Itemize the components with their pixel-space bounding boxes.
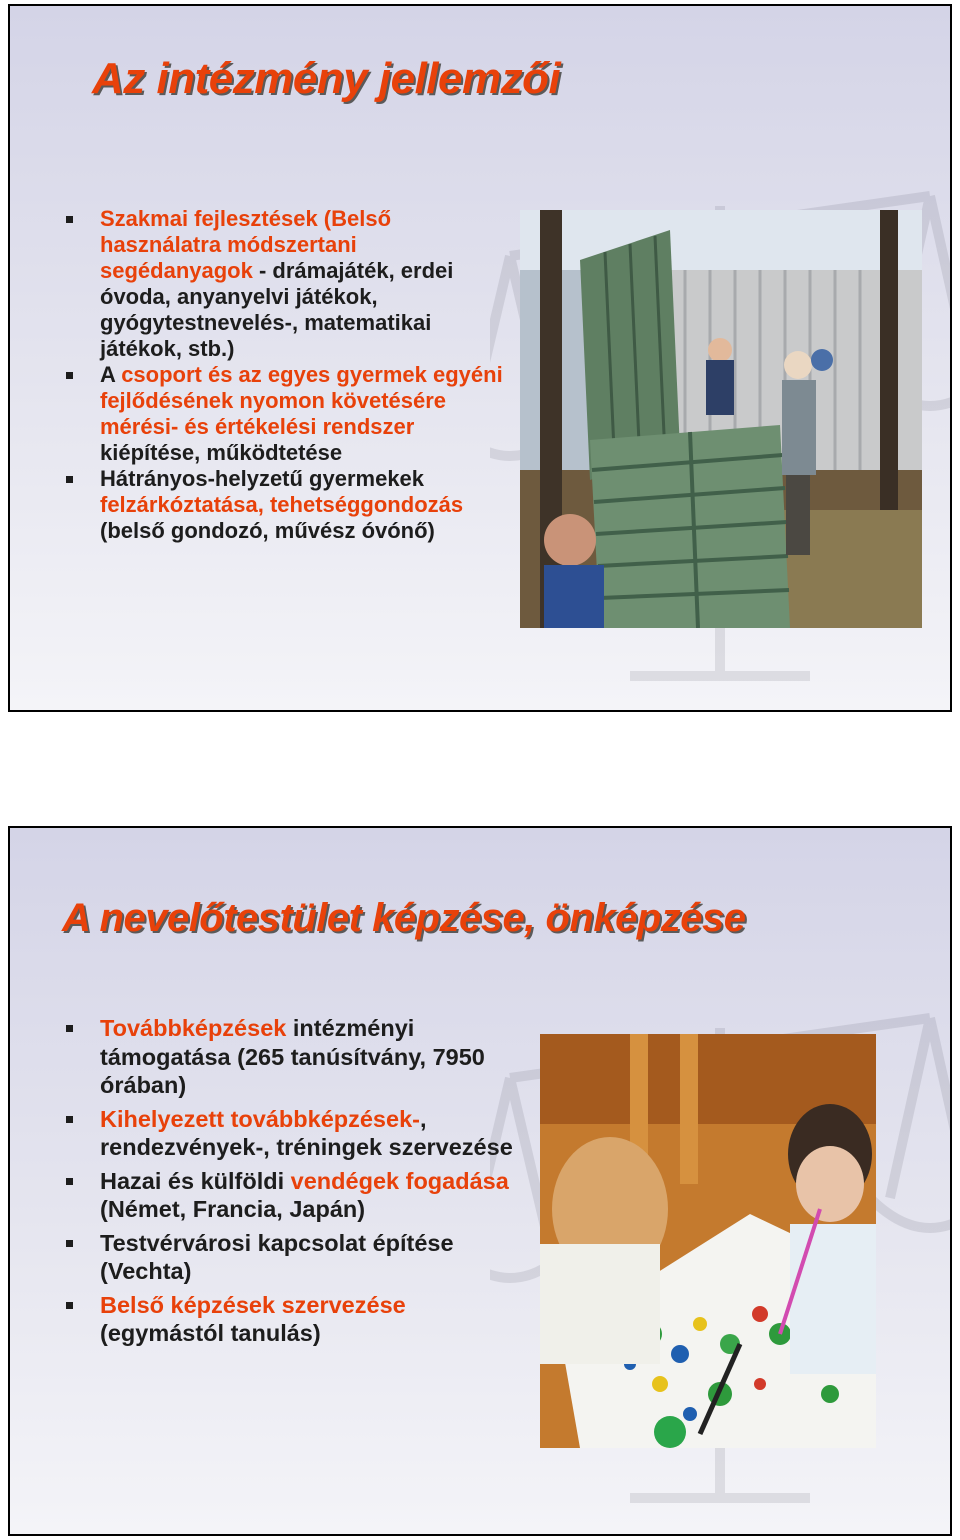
slide-2-title: A nevelőtestület képzése, önképzése bbox=[62, 896, 746, 940]
bullet-text-segment: Szakmai fejlesztések (Belső használatra módszertani segédanyagok bbox=[100, 206, 392, 283]
slide-1 bbox=[8, 4, 952, 712]
square-bullet-icon bbox=[66, 1116, 73, 1123]
square-bullet-icon bbox=[66, 1178, 73, 1185]
bullet-text-segment: kiépítése, működtetése bbox=[100, 440, 343, 465]
bullet-text-segment: Belső képzések szervezése bbox=[100, 1291, 406, 1318]
bullet-text-segment: Hazai és külföldi bbox=[100, 1167, 291, 1194]
square-bullet-icon bbox=[66, 1302, 73, 1309]
slide-2-bullet-list bbox=[10, 1014, 530, 1353]
list-item bbox=[10, 206, 510, 362]
square-bullet-icon bbox=[66, 372, 73, 379]
bullet-text-segment: A bbox=[100, 362, 122, 387]
bullet-text-segment: , rendezvények-, tréningek szervezése bbox=[100, 1105, 513, 1160]
children-straw-painting-photo bbox=[540, 1034, 876, 1448]
slide-1-bullet-list bbox=[10, 206, 510, 544]
bullet-text-segment: (belső gondozó, művész óvónő) bbox=[100, 518, 435, 543]
bullet-text-segment: Továbbképzések bbox=[100, 1015, 287, 1041]
bullet-text-segment: (egymástól tanulás) bbox=[100, 1320, 321, 1346]
list-item bbox=[10, 1014, 530, 1100]
children-compost-bin-photo bbox=[520, 210, 922, 628]
list-item bbox=[10, 1229, 530, 1286]
list-item bbox=[10, 1105, 530, 1162]
square-bullet-icon bbox=[66, 1240, 73, 1247]
list-item bbox=[10, 1167, 530, 1224]
list-item bbox=[10, 1291, 530, 1348]
bullet-text-segment: Kihelyezett továbbképzések- bbox=[100, 1105, 420, 1132]
square-bullet-icon bbox=[66, 216, 73, 223]
bullet-text-segment: (Német, Francia, Japán) bbox=[100, 1196, 366, 1222]
bullet-text-segment: vendégek fogadása bbox=[290, 1167, 509, 1194]
list-item bbox=[10, 362, 510, 466]
square-bullet-icon bbox=[66, 476, 73, 483]
bullet-text-segment: - drámajáték, erdei óvoda, anyanyelvi játékok, gyógytestnevelés-, matematikai játékok, stb.) bbox=[100, 258, 454, 361]
slide-2 bbox=[8, 826, 952, 1536]
bullet-text-segment: Hátrányos-helyzetű gyermekek bbox=[100, 466, 425, 491]
square-bullet-icon bbox=[66, 1025, 73, 1032]
list-item bbox=[10, 466, 510, 544]
bullet-text-segment: felzárkóztatása, tehetséggondozás bbox=[100, 492, 464, 517]
slide-1-title: Az intézmény jellemzői bbox=[92, 54, 561, 103]
bullet-text-segment: Testvérvárosi kapcsolat építése (Vechta) bbox=[100, 1229, 454, 1284]
bullet-text-segment: intézményi támogatása (265 tanúsítvány, 7950 órában) bbox=[100, 1015, 485, 1098]
bullet-text-segment: csoport és az egyes gyermek egyéni fejlődésének nyomon követésére mérési- és értékelési rendszer bbox=[100, 362, 503, 439]
